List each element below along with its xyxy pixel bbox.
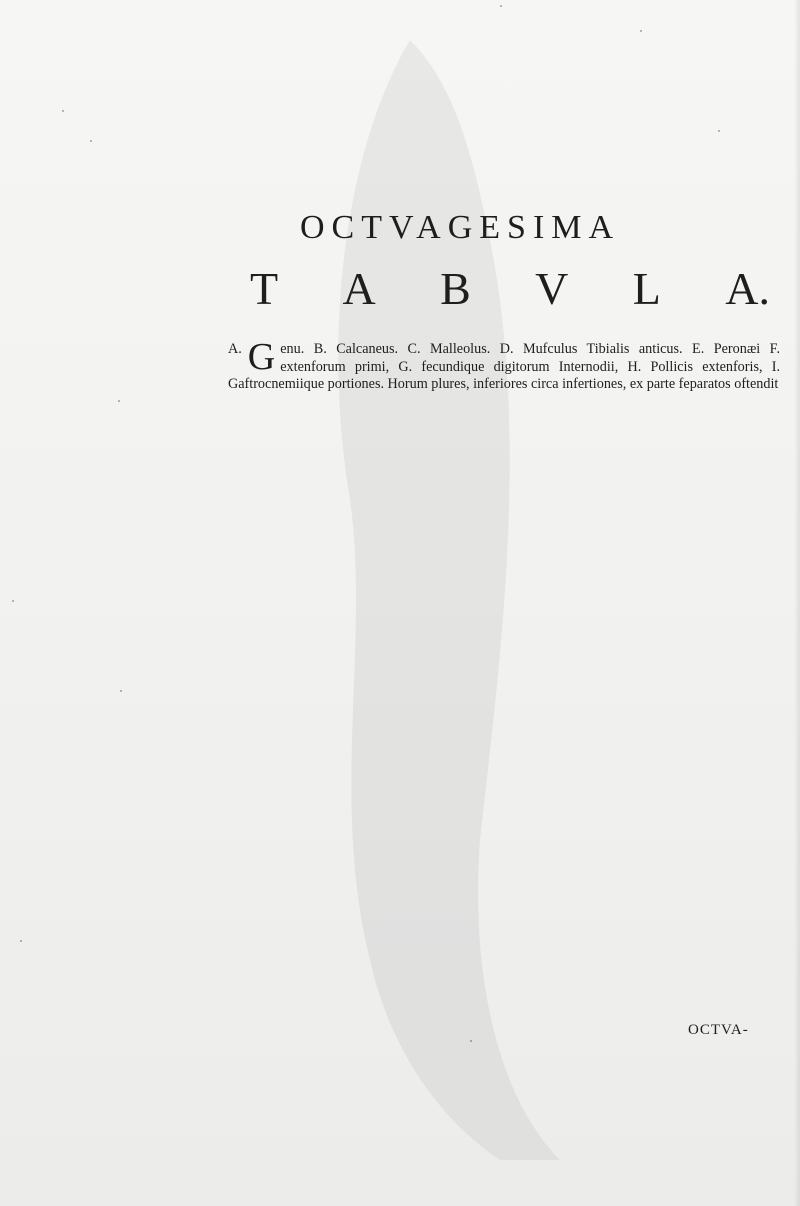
heading-line-2 (250, 262, 770, 316)
paper-speck (640, 30, 642, 32)
paper-speck (20, 940, 22, 942)
heading-letter: B (440, 263, 471, 314)
bleed-through-figure (200, 20, 620, 1170)
paper-speck (120, 690, 122, 692)
paper-speck (90, 140, 92, 142)
heading-letter: T (250, 263, 279, 314)
catchword: OCTVA- (688, 1022, 749, 1038)
paper-speck (470, 1040, 472, 1042)
caption-dropcap: G (247, 336, 276, 378)
paper-speck (12, 600, 14, 602)
figure-caption (228, 336, 780, 394)
paper-speck (500, 5, 502, 7)
page-edge-shadow (794, 0, 800, 1206)
heading-letter: A. (725, 263, 770, 314)
caption-text: enu. B. Calcaneus. C. Malleolus. D. Mufculus Tibialis anticus. E. Peronæi F. extenforum primi, G. fecundique digitorum Internodii, H. Pollicis extenforis, I. Gaftrocnemiique portiones. Horum plures, inferiores circa infertiones, ex parte feparatos oftendit (228, 341, 780, 392)
heading-letter: A (342, 263, 376, 314)
caption-lead: A. (228, 341, 242, 357)
paper-speck (118, 400, 120, 402)
paper-speck (718, 130, 720, 132)
heading-letter: L (632, 263, 661, 314)
heading-letter: V (535, 263, 569, 314)
paper-speck (62, 110, 64, 112)
heading-line-1: OCTVAGESIMA (300, 209, 621, 246)
